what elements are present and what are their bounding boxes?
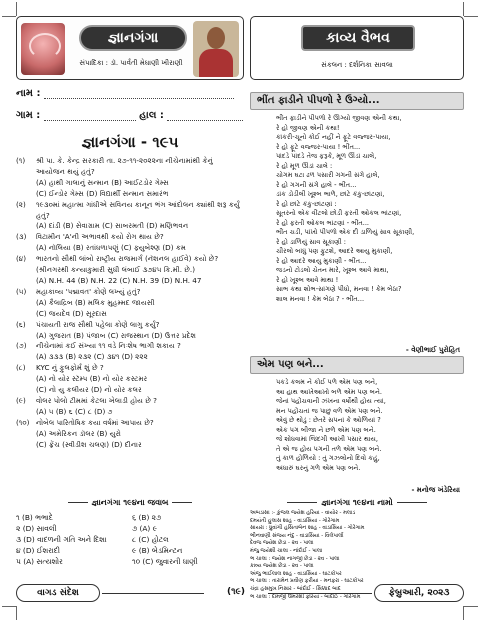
winner-line: દેવજ જયેશ છેડા - ૨વ - પાલા — [250, 540, 314, 547]
answers-heading: જ્ઞાનગંગા ૧૯૪ના જવાબ — [16, 497, 244, 508]
poem-line: પાંદડે પાંદડે તેજ ફરૂકે, મૂળ ઊંડાં ચાલે, — [276, 152, 377, 160]
answer-item: ૩ (D) વાદળની ગતિ અને દિશા — [16, 535, 107, 544]
winner-line: કાવ્ય જયેશ છેડા - ૨વ - પાલા — [250, 563, 314, 570]
question-number: (૬) — [16, 319, 26, 329]
poem-line: રે હો ફરતી ઓકલ ભાંટણાં - ભીંત... — [276, 218, 370, 227]
publication-name: વાગડ સંદેશ — [16, 584, 100, 602]
crop-mark — [2, 16, 16, 17]
poetry-editor: સંકલન : દર્શનિકા સાવલા — [321, 61, 393, 69]
poem1-body — [276, 114, 460, 304]
quiz-header — [16, 16, 244, 80]
poem-line: ચીરલો બાંધું પણ ફુટશે, આદરે આયુ મુકાણી, — [276, 247, 393, 255]
winner-line: ભ ચાલા : દામજી ઉમરશી ફરિયા - બાંદોઈ - ગોરેગામ — [250, 593, 361, 600]
answer-item: ૪ (D) ઈશરાદી — [16, 546, 61, 555]
answer-item: ૭ (A) ૯ — [132, 524, 158, 533]
answers-list — [16, 512, 244, 567]
question-item — [16, 320, 244, 331]
question-list — [16, 156, 244, 450]
poem-line: કાંકરી-ચૂનો કોઈ નહીં ને ફૂટે વજ્જર-પાયા, — [276, 133, 391, 141]
answer-item: ૨ (D) સાવલી — [16, 524, 57, 533]
magazine-page — [16, 16, 464, 608]
poem1-author: - વેણીભાઈ પુરોહિત — [405, 346, 460, 354]
winner-line: સાયરા : ધ્રુવાંગી હસિતાબેન શાહ - વાડાસિયા - ગોરેગામ — [250, 525, 365, 532]
question-text: નીચેનામાં કઈ સંખ્યા ૧૧ વડે નિઃશેષ ભાગી શકાય ? — [36, 341, 181, 351]
question-number: (૫) — [16, 286, 27, 296]
crop-mark — [464, 16, 478, 17]
question-text: શ્રી પા. કે. કેન્દ્ર સરકારી તા. ૨૭-૧૧-૨૦૨૨ના નીચેનામાંથી કેનું આયોજન થયું હતું? — [36, 156, 213, 176]
page-footer — [16, 584, 464, 604]
question-options: (A) હાથી ગાલાનું સન્માન (B) આઈટડોર ગેમ્સ — [36, 177, 169, 187]
question-options: (A) નો યોર સ્ટૅમ્પ (B) નો યોર કસ્ટમર — [36, 374, 148, 384]
crop-mark — [16, 2, 17, 16]
poem-line: તું કાળ હોળિયો : તું ગઝલોનો દિવો કહું, — [276, 454, 380, 462]
poem2-author: - મનોજ ખંડેરિયા — [411, 486, 460, 494]
quiz-editor: સંપાદિકા : ડૉ. પાર્વતી મેઘાણી ખીરાણી — [79, 59, 183, 67]
question-number: (૨) — [16, 199, 26, 209]
quiz-section-title: જ્ઞાનગંગા — [79, 25, 187, 51]
question-text: વિટામીન 'A'ની અભાવથી કયો રોગ થાય છે? — [36, 232, 164, 242]
poem-line: રે હો આદરે આયુ મુકાણી - ભીંત... — [276, 256, 367, 265]
winner-line: ભીનવાણી સંજય નંદુ - વાડાસિયા - વિલેપાર્લા — [250, 532, 344, 539]
poem-line: મન પહોંચતાં જ પાછું વળે એમ પણ બને. — [276, 406, 383, 415]
answer-item: ૬ (B) ૨૭ — [132, 513, 162, 522]
winner-line: મંજુ જયેશી ચાલા - નાંદોઈ - પાલા — [250, 547, 323, 554]
question-options: (A) અમેરિકન ડૉલર (B) યુરો — [36, 428, 121, 438]
poem-line: રે હો જીવણ એની કથા! — [276, 123, 340, 132]
poem-line: જેનાં પહોંચવાની ઝંખના વર્ષોથી હોય ત્યાં, — [276, 397, 386, 405]
winner-line: દમયંતી હુલાસ શાહ - વાડાસિયા - ગોરેગામ — [250, 517, 340, 524]
question-options: (C) જયદેવ (D) સૂરદાસ — [36, 308, 107, 318]
question-number: (૧૦) — [16, 417, 30, 427]
question-options: (A) નૉલિયા (B) રતાંધળાપણું (C) ફ્યુબેશ્ણ (D) કમ — [36, 243, 186, 253]
question-number: (૪) — [16, 254, 27, 264]
poem1-title: ભીંત ફાડીને પીપળો રે ઉગ્યો... — [250, 92, 464, 110]
winner-line: અબડાસા :- કુંજલ જયેશ હરિયા - વાયોર - મલાડ — [250, 510, 356, 516]
poetry-section-title: કાવ્ય વૈભવ — [301, 25, 415, 51]
question-item — [16, 254, 244, 276]
poem-line: રે હો મૂળ ઊંડાં ચાલે : — [276, 161, 333, 170]
question-options: (C) નો યુ કલીયર (D) નો યોર કલર — [36, 385, 142, 395]
question-number: (૯) — [16, 395, 26, 405]
answer-item: ૯ (B) બેડમિન્ટન — [132, 546, 183, 555]
poetry-header — [250, 16, 464, 80]
poem-line: રે હો ડાળિયું સાવ સૂકાણી : — [276, 237, 347, 246]
question-text: વોલર પોલો ટીમમાં કેટલા ખેલાડી હોય છે ? — [36, 395, 157, 405]
poem-line: રે હો છાંટે કંકુ-છાંટણાં : — [276, 199, 337, 208]
question-number: (૮) — [16, 363, 26, 373]
poem-line: સૂતરનો એક વીંટલો છોડી ફરતી ઓકલ ભાંટણાં, — [276, 209, 402, 217]
poem2-body — [276, 378, 460, 473]
question-options: (C) ફ્રેંચ (સ્વીડીશ ચલણ) (D) દીનાર — [36, 439, 142, 449]
poem-line: રે હો ખૂશ્બ આવે માથા ! — [276, 275, 339, 284]
poem-line: તે એ જ હોય પગની તળે એમ પણ બને. — [276, 444, 382, 453]
question-options: (C) ઈન્ડોર ગેમ્સ (D) વિદ્યાર્થી સન્માન સમારંભ — [36, 188, 169, 198]
poem-line: જે શોધવામાં જિંદગી આખી પસાર થાય, — [276, 435, 379, 443]
poem-line: શાલ મનવા ! કેમ બેઠા ? - ભીંત... — [276, 294, 365, 303]
question-text: નોબેલ પારિતોષિક કયા વર્ષમાં આપાય છે? — [36, 417, 154, 427]
village-label: ગામ : — [16, 110, 41, 121]
brain-image — [21, 23, 65, 75]
poem-line: એવું છે થોડું : છેતરે સપનાં કે ઓળિયાં ? — [276, 416, 381, 424]
poem-line: આ હાથ આખેઆખો બળે એમ પણ બને. — [276, 387, 382, 396]
poem-line: રે હો ગગની સંગે હાલે - ભીંત... — [276, 180, 357, 189]
answer-item: ૫ (A) સત્યશોર — [16, 557, 63, 566]
issue-date: ફેબ્રુઆરી, ૨૦૨૩ — [374, 584, 464, 602]
poem-line: ચોગમ ઘટા ઢળ પસારી ગગની સંગે હાલે, — [276, 171, 380, 179]
winners-heading: જ્ઞાનગંગા ૧૯૪ના નામો — [250, 498, 464, 508]
question-text: પંચાયતી રાજ સૌથી પહેલા કોણે લાગુ કર્યું? — [36, 319, 160, 329]
question-item — [16, 341, 244, 352]
question-number: (૧) — [16, 156, 26, 165]
crop-mark — [463, 2, 464, 16]
question-options: (A) દાંડી (B) સેવાગ્રામ (C) સાબરમતી (D) મણિભવન — [36, 221, 189, 231]
winner-line: અંજુ ભાઈલાલ શાહ - વાડાસિયા - ઘાટકોપર — [250, 570, 342, 577]
quiz-title: જ્ઞાનગંગા - ૧૯૫ — [81, 133, 179, 151]
page-number: (૧૯) — [227, 587, 245, 597]
question-options: (A) ૩૩૩ (B) ૨૩૨ (C) ૩૪૧ (D) ૨૨૨ — [36, 352, 148, 362]
question-item — [16, 156, 244, 178]
poem-line: ભીંત ચડી, પાંખો પીપળો એક દી ડાળિયું સાવ સૂકાણી, — [276, 228, 415, 236]
answer-item: ૧૦ (C) જુવારની ધાણી — [132, 557, 198, 566]
poem-line: જડનો ટોડલો ચેતન મારે, ખૂશ્બ આવે માથા, — [276, 266, 389, 274]
question-text: ભારતનો સૌથી લાંબો રાષ્ટ્રીય રાજમાર્ગ (નૅશનલ હાઈવે) કયો છે? (શ્રીનગરથી કન્યાકુમારી સુધી લંબાઈ ૩૭૪૫ કિ.મી. છે.) — [36, 254, 219, 275]
poem-line: સાભ કથા શોભ-સાંગણે પીધો, મનવા ! કેમ બેઠા? — [276, 285, 402, 293]
name-field[interactable] — [16, 88, 234, 99]
editor-photo — [193, 21, 239, 77]
crop-mark — [464, 606, 478, 607]
question-item — [16, 200, 244, 222]
poem-line: રે હો ફૂટે વજ્જર-પાયા ! ભીંત... — [276, 142, 361, 151]
question-options: (A) ગુજરાત (B) પંજાબ (C) રાજસ્થાન (D) ઉત્તર પ્રદેશ — [36, 330, 197, 340]
village-field[interactable] — [16, 110, 243, 121]
question-options: (A) કૈલાદ્રિબ (B) મલિક મુહમ્મદ જાયસી — [36, 297, 155, 307]
poem-line: અંધારું ઘરનું ગળે એમ પણ બને. — [276, 463, 361, 472]
poem-line: ડાંક ડોડીલી ખૂશ્બ ભાળે, છાંટે કંકુ-છાંટણાં, — [276, 190, 385, 198]
quiz-column — [16, 16, 244, 578]
question-options: (A) N.H. 44 (B) N.H. 22 (C) N.H. 39 (D) N.H. 47 — [36, 275, 202, 285]
question-options: (A) ૫ (B) ૬ (C) ૮ (D) ૭ — [36, 406, 113, 416]
poem2-title: એમ પણ બને... — [250, 356, 464, 374]
poem-line: એક પગ બીજા ને છળે એમ પણ બને. — [276, 425, 376, 434]
question-item — [16, 287, 244, 298]
winner-line: ચંદ્રા હસમુખ નિસાર - બાંદોઈ - સિક્કાદ બાદ — [250, 585, 341, 592]
question-text: ૧૯૩૦માં મહાત્મા ગાંધીએ સવિનય કાનૂન ભંગ આંદોલન ક્યાંથી શરૂ કર્યું હતું? — [36, 199, 240, 220]
question-item — [16, 363, 244, 374]
question-number: (૭) — [16, 341, 27, 351]
question-item — [16, 396, 244, 407]
crop-mark — [16, 606, 17, 620]
answer-item: ૧ (B) ભભાદે — [16, 513, 53, 522]
crop-mark — [463, 606, 464, 620]
district-label: હાલ : — [139, 110, 164, 121]
question-item — [16, 232, 244, 243]
question-text: મહાકાવ્ય 'પદ્માવત' કોણે લખ્યું હતું? — [36, 286, 141, 296]
name-label: નામ : — [16, 88, 41, 99]
poem-line: ભીંત ફાડીને પીપળો રે ઊગ્યો જીવણ એની કથા, — [276, 114, 402, 122]
poem-line: પકડે કલમ ને કોઈ પળે એમ પણ બને, — [276, 378, 378, 386]
question-item — [16, 418, 244, 429]
crop-mark — [2, 606, 16, 607]
question-number: (૩) — [16, 232, 27, 242]
winner-line: ભ ચાલા : તારામેન પ્રવીણ ફરીયા - મનફરા - ઘાટકોપર — [250, 578, 364, 585]
winner-line: ભ ચાલા : જયેશ નાગજી છેડા - ૨વ - પાલા — [250, 555, 340, 562]
answer-item: ૮ (C) હોટલ — [132, 535, 169, 544]
question-text: KYC નું ફુલફોર્મ શું છે ? — [36, 363, 104, 373]
